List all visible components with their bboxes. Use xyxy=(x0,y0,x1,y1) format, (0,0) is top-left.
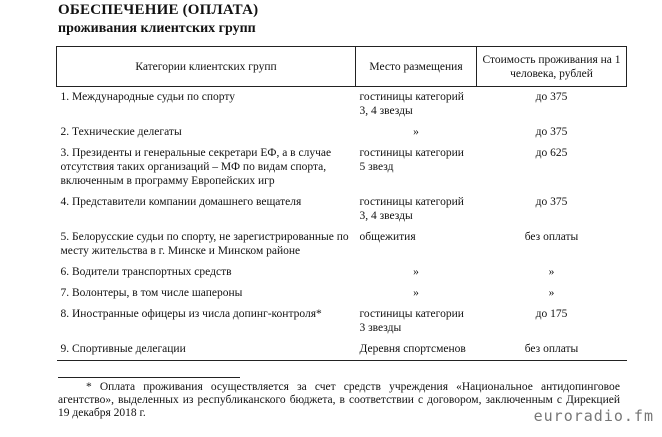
document-subtitle: проживания клиентских групп xyxy=(58,21,256,36)
row-cost: до 625 xyxy=(535,147,568,159)
document-title: ОБЕСПЕЧЕНИЕ (ОПЛАТА) xyxy=(58,2,259,18)
header-cost: Стоимость проживания на 1 человека, рублей xyxy=(477,47,627,87)
footnote: * Оплата проживания осуществляется за счет средств учреждения «Национальное антидопинговое агентство», выделенных из республиканского бюджета, в соответствии с договором, заключенным с Дирекцией 19 декабря 2018 г. xyxy=(58,381,620,419)
row-place: » xyxy=(413,266,419,278)
row-category: 5. Белорусские судьи по спорту, не зарегистрированные по месту жительства в г. Минске и Минском районе xyxy=(60,231,349,257)
row-category: 4. Представители компании домашнего вещателя xyxy=(60,196,302,208)
row-category: 1. Международные судьи по спорту xyxy=(60,91,235,103)
table-row xyxy=(57,227,627,262)
row-cost: до 375 xyxy=(535,91,568,103)
table-row xyxy=(57,283,627,304)
row-place: гостиницы категории 5 звезд xyxy=(359,147,464,173)
row-place: гостиницы категорий 3, 4 звезды xyxy=(359,196,464,222)
table-row xyxy=(57,304,627,339)
row-cost: до 375 xyxy=(535,196,568,208)
row-cost: » xyxy=(548,287,555,299)
table-header-row xyxy=(57,47,627,87)
table-row xyxy=(57,262,627,283)
table-row xyxy=(57,87,627,123)
header-place: Место размещения xyxy=(356,47,477,87)
row-place: гостиницы категорий 3, 4 звезды xyxy=(359,91,464,117)
table-row xyxy=(57,143,627,192)
row-cost: до 375 xyxy=(535,126,568,138)
header-category: Категории клиентских групп xyxy=(57,47,356,87)
row-category: 7. Волонтеры, в том числе шапероны xyxy=(60,287,243,299)
table-row xyxy=(57,192,627,227)
row-cost: до 175 xyxy=(535,308,568,320)
table-row xyxy=(57,122,627,143)
row-category: 9. Спортивные делегации xyxy=(57,339,356,361)
watermark-logo: euroradio.fm xyxy=(533,407,654,425)
accommodation-table xyxy=(56,46,627,361)
row-place: общежития xyxy=(359,231,416,243)
row-category: 6. Водители транспортных средств xyxy=(60,266,232,278)
row-cost: без оплаты xyxy=(477,339,627,361)
row-category: 8. Иностранные офицеры из числа допинг-контроля* xyxy=(60,308,322,320)
row-place: Деревня спортсменов xyxy=(356,339,477,361)
row-place: » xyxy=(413,126,419,138)
row-cost: » xyxy=(548,266,555,278)
row-place: гостиницы категории 3 звезды xyxy=(359,308,464,334)
row-cost: без оплаты xyxy=(524,231,579,243)
row-place: » xyxy=(413,287,419,299)
footnote-separator xyxy=(58,377,240,378)
table-row xyxy=(57,339,627,361)
row-category: 2. Технические делегаты xyxy=(60,126,182,138)
row-category: 3. Президенты и генеральные секретари ЕФ, а в случае отсутствия таких организаций – МФ по видам спорта, включенным в программу Европейских игр xyxy=(60,147,332,187)
